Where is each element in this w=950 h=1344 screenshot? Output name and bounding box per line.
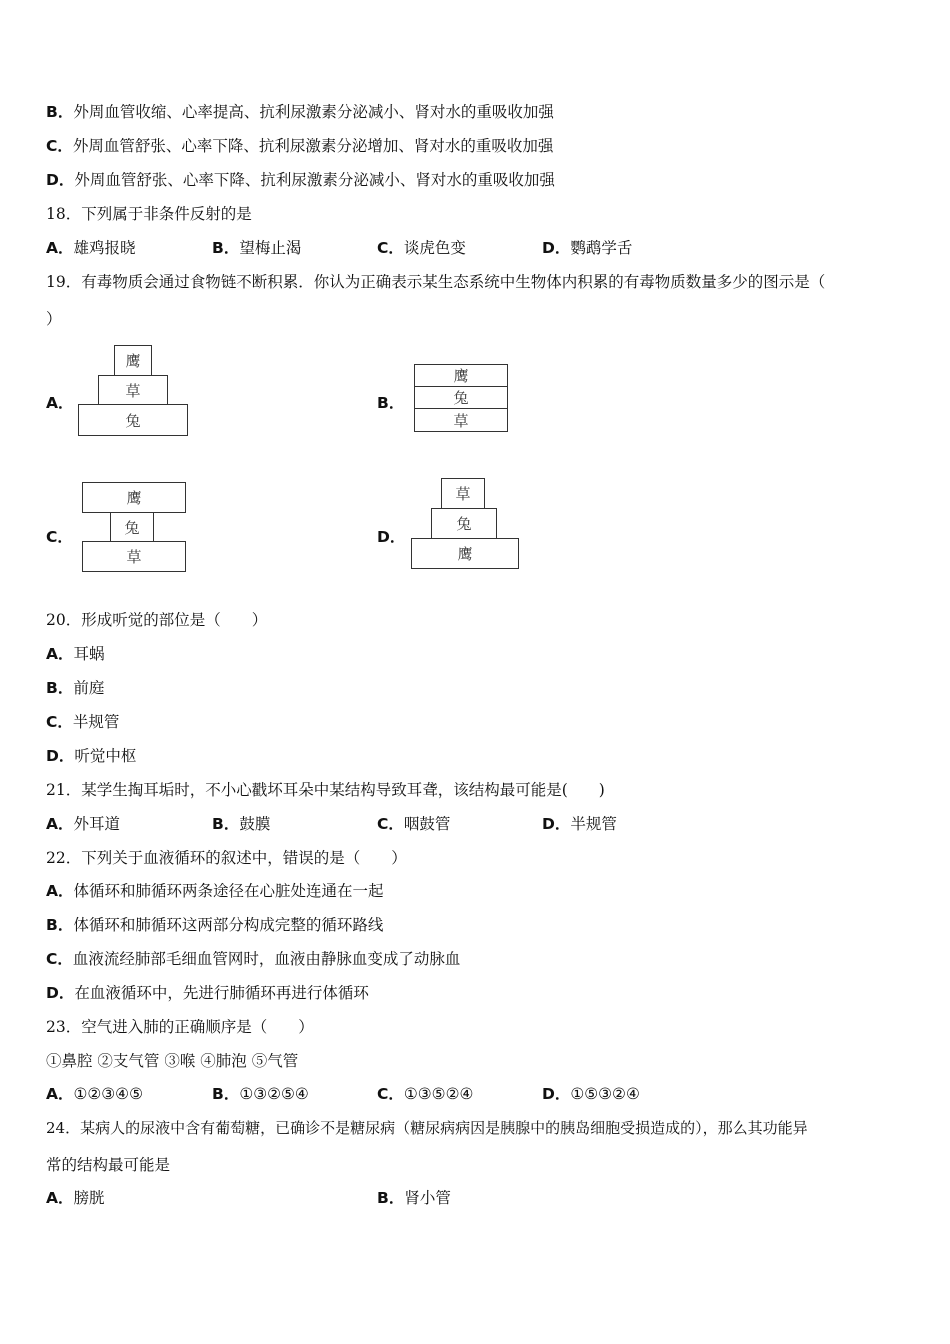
q20-option-a: A．耳蜗 — [46, 645, 105, 663]
q20-stem: 20．形成听觉的部位是（ ） — [46, 611, 268, 629]
q17-option-d: D．外周血管舒张、心率下降、抗利尿激素分泌减小、肾对水的重吸收加强 — [46, 171, 555, 189]
q24-option-b: B．肾小管 — [377, 1189, 451, 1207]
q19-option-c-diagram — [82, 482, 186, 572]
q19-d-bot-box: 鹰 — [411, 538, 519, 569]
q23-stem: 23．空气进入肺的正确顺序是（ ） — [46, 1018, 314, 1036]
q23-option-b: B．①③②⑤④ — [212, 1085, 309, 1103]
q19-a-bot-box: 兔 — [78, 404, 188, 436]
q22-option-d: D．在血液循环中，先进行肺循环再进行体循环 — [46, 984, 369, 1002]
q19-d-mid-box: 兔 — [431, 508, 497, 539]
q18-option-b: B．望梅止渴 — [212, 239, 302, 257]
q19-stem-line1: 19．有毒物质会通过食物链不断积累．你认为正确表示某生态系统中生物体内积累的有毒物质数量多少的图示是（ — [46, 273, 826, 291]
q19-b-bot-box: 草 — [414, 408, 508, 432]
q19-c-top-box: 鹰 — [82, 482, 186, 513]
q20-option-b: B．前庭 — [46, 679, 105, 697]
q22-option-c: C．血液流经肺部毛细血管网时，血液由静脉血变成了动脉血 — [46, 950, 461, 968]
q19-c-bot-box: 草 — [82, 541, 186, 572]
q18-option-a: A．雄鸡报晓 — [46, 239, 136, 257]
q23-option-d: D．①⑤③②④ — [542, 1085, 640, 1103]
q19-option-a-diagram — [78, 345, 188, 437]
q20-option-c: C．半规管 — [46, 713, 120, 731]
q19-c-mid-box: 兔 — [110, 512, 154, 542]
q21-option-a: A．外耳道 — [46, 815, 121, 833]
q22-option-b: B．体循环和肺循环这两部分构成完整的循环路线 — [46, 916, 384, 934]
q22-stem: 22．下列关于血液循环的叙述中，错误的是（ ） — [46, 849, 407, 867]
q18-option-c: C．谈虎色变 — [377, 239, 466, 257]
q19-d-top-box: 草 — [441, 478, 485, 509]
q22-option-a: A．体循环和肺循环两条途径在心脏处连通在一起 — [46, 882, 384, 900]
q24-stem-line1: 24．某病人的尿液中含有葡萄糖，已确诊不是糖尿病（糖尿病病因是胰腺中的胰岛细胞受损造成的），那么其功能异 — [46, 1119, 808, 1137]
q21-option-d: D．半规管 — [542, 815, 617, 833]
q18-option-d: D．鹦鹉学舌 — [542, 239, 633, 257]
q19-a-mid-box: 草 — [98, 375, 168, 405]
q19-option-b-diagram — [414, 364, 508, 434]
q23-option-c: C．①③⑤②④ — [377, 1085, 474, 1103]
q18-stem: 18．下列属于非条件反射的是 — [46, 205, 252, 223]
q20-option-d: D．听觉中枢 — [46, 747, 137, 765]
q17-option-b: B．外周血管收缩、心率提高、抗利尿激素分泌减小、肾对水的重吸收加强 — [46, 103, 554, 121]
q19-stem-line2: ） — [46, 310, 62, 328]
q19-b-mid-box: 兔 — [414, 386, 508, 409]
q24-option-a: A．膀胱 — [46, 1189, 105, 1207]
q19-a-top-box: 鹰 — [114, 345, 152, 376]
q19-option-d-diagram — [411, 478, 519, 570]
q23-items: ①鼻腔 ②支气管 ③喉 ④肺泡 ⑤气管 — [46, 1052, 299, 1070]
q19-option-b-label: B． — [377, 394, 405, 412]
q23-option-a: A．①②③④⑤ — [46, 1085, 143, 1103]
q19-option-d-label: D． — [377, 528, 406, 546]
q17-option-c: C．外周血管舒张、心率下降、抗利尿激素分泌增加、肾对水的重吸收加强 — [46, 137, 554, 155]
q19-option-c-label: C． — [46, 528, 73, 546]
q24-stem-line2: 常的结构最可能是 — [46, 1156, 171, 1174]
q21-stem: 21．某学生掏耳垢时，不小心戳坏耳朵中某结构导致耳聋，该结构最可能是( ) — [46, 781, 605, 799]
q19-option-a-label: A． — [46, 394, 74, 412]
q21-option-b: B．鼓膜 — [212, 815, 271, 833]
q19-b-top-box: 鹰 — [414, 364, 508, 387]
q21-option-c: C．咽鼓管 — [377, 815, 451, 833]
